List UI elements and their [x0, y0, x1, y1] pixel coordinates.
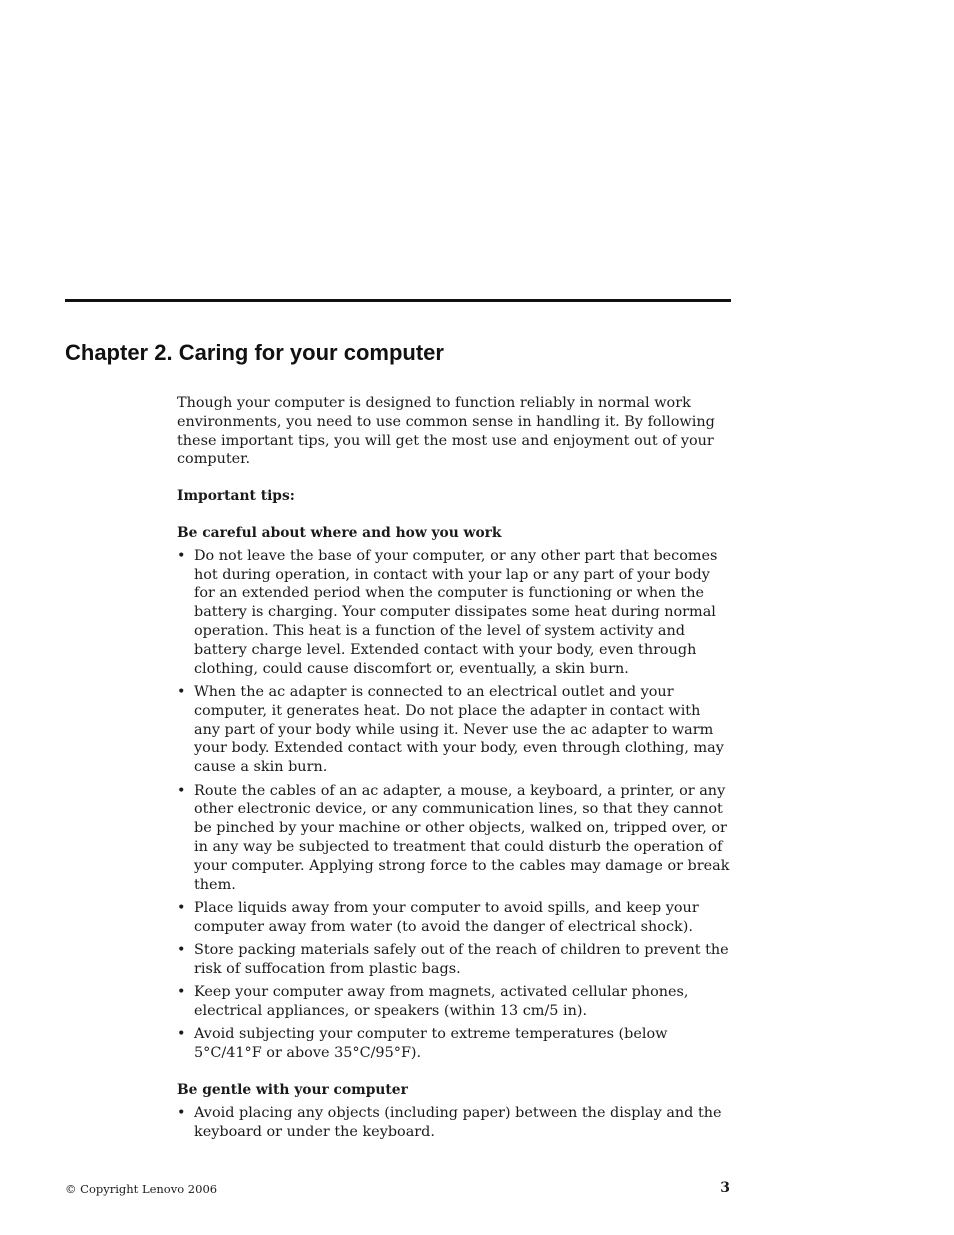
bullet-list-gentle [177, 1104, 730, 1142]
list-item: • Do not leave the base of your computer, or any other part that becomes hot during operation, in contact with your lap or any part of your body for an extended period when the computer is functioning or when the battery is charging. Your computer dissipates some heat during normal operation. This heat is a function of the level of system activity and battery charge level. Extended contact with your body, even through clothing, could cause discomfort or, eventually, a skin burn. [177, 547, 730, 679]
list-item: • Route the cables of an ac adapter, a mouse, a keyboard, a printer, or any other electronic device, or any communication lines, so that they cannot be pinched by your machine or other objects, walked on, tripped over, or in any way be subjected to treatment that could disturb the operation of your computer. Applying strong force to the cables may damage or break them. [177, 782, 730, 895]
page-number: 3 [720, 1180, 730, 1196]
footer-copyright: © Copyright Lenovo 2006 [65, 1182, 218, 1196]
list-item: • Avoid placing any objects (including paper) between the display and the keyboard or under the keyboard. [177, 1104, 730, 1142]
list-item: • Store packing materials safely out of the reach of children to prevent the risk of suffocation from plastic bags. [177, 941, 730, 979]
chapter-rule [65, 299, 731, 302]
page-body [177, 394, 730, 1146]
list-item: • Avoid subjecting your computer to extreme temperatures (below 5°C/41°F or above 35°C/95°F). [177, 1025, 730, 1063]
section-heading-gentle: Be gentle with your computer [177, 1082, 408, 1099]
intro-paragraph: Though your computer is designed to function reliably in normal work environments, you need to use common sense in handling it. By following these important tips, you will get the most use and enjoyment out of your computer. [177, 395, 715, 468]
list-item: • When the ac adapter is connected to an electrical outlet and your computer, it generates heat. Do not place the adapter in contact with any part of your body while using it. Never use the ac adapter to warm your body. Extended contact with your body, even through clothing, may cause a skin burn. [177, 683, 730, 777]
section-heading-where-how: Be careful about where and how you work [177, 524, 502, 541]
chapter-title: Chapter 2. Caring for your computer [65, 340, 444, 365]
bullet-list-where-how [177, 547, 730, 1063]
list-item: • Place liquids away from your computer to avoid spills, and keep your computer away from water (to avoid the danger of electrical shock). [177, 899, 730, 937]
list-item: • Keep your computer away from magnets, activated cellular phones, electrical appliances, or speakers (within 13 cm/5 in). [177, 983, 730, 1021]
important-tips-label: Important tips: [177, 488, 295, 505]
